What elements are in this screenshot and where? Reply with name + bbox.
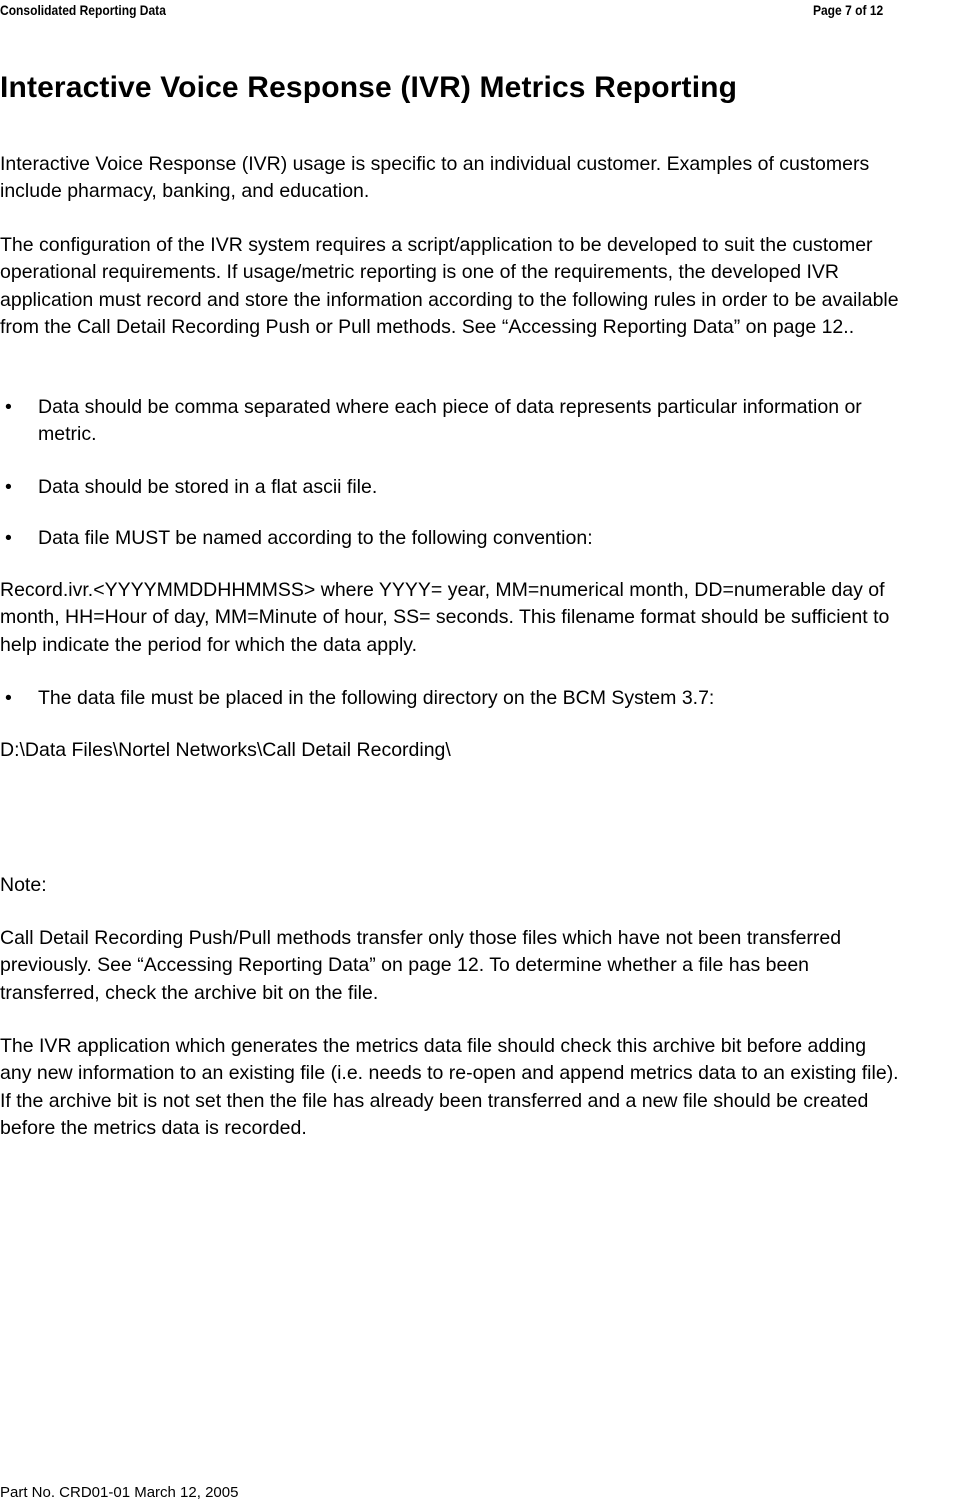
bullet-item-text: The data file must be placed in the following directory on the BCM System 3.7:	[38, 687, 715, 709]
bullet-item-text: Data should be stored in a flat ascii file.	[38, 476, 378, 498]
configuration-paragraph: The configuration of the IVR system requires a script/application to be developed to suit the customer operational requirements. If usage/metric reporting is one of the requirements, the developed IVR application must record and store the information according to the following rules in order to be available from the Call Detail Recording Push or Pull methods. See “Accessing Reporting Data” on page 12..	[0, 234, 899, 338]
intro-paragraph: Interactive Voice Response (IVR) usage is specific to an individual customer. Examples of customers include pharmacy, banking, and education.	[0, 153, 870, 203]
page-title: Interactive Voice Response (IVR) Metrics Reporting	[0, 71, 738, 104]
running-header	[0, 1, 884, 23]
bullet-icon: •	[5, 396, 12, 418]
note-paragraph-archive-bit: The IVR application which generates the metrics data file should check this archive bit before adding any new information to an existing file (i.e. needs to re-open and append metrics data to an existing file). If the archive bit is not set then the file has already been transferred and a new file should be created before the metrics data is recorded.	[0, 1035, 899, 1139]
bullet-icon: •	[5, 687, 12, 709]
bullet-icon: •	[5, 476, 12, 498]
bullet-item-text: Data file MUST be named according to the following convention:	[38, 527, 593, 549]
page-footer: Part No. CRD01-01 March 12, 2005	[0, 1484, 239, 1501]
bullet-icon: •	[5, 527, 12, 549]
note-paragraph-transfer: Call Detail Recording Push/Pull methods transfer only those files which have not been transferred previously. See “Accessing Reporting Data” on page 12. To determine whether a file has been transferred, check the archive bit on the file.	[0, 927, 842, 1004]
header-page-number: Page 7 of 12	[812, 2, 884, 18]
note-label: Note:	[0, 874, 47, 896]
bullet-item-text: Data should be comma separated where each piece of data represents particular information or metric.	[38, 396, 862, 446]
naming-convention-paragraph: Record.ivr.<YYYYMMDDHHMMSS> where YYYY= year, MM=numerical month, DD=numerable day of month, HH=Hour of day, MM=Minute of hour, SS= seconds. This filename format should be sufficient to help indicate the period for which the data apply.	[0, 579, 890, 656]
header-document-title: Consolidated Reporting Data	[0, 2, 166, 18]
directory-path: D:\Data Files\Nortel Networks\Call Detail Recording\	[0, 739, 451, 761]
